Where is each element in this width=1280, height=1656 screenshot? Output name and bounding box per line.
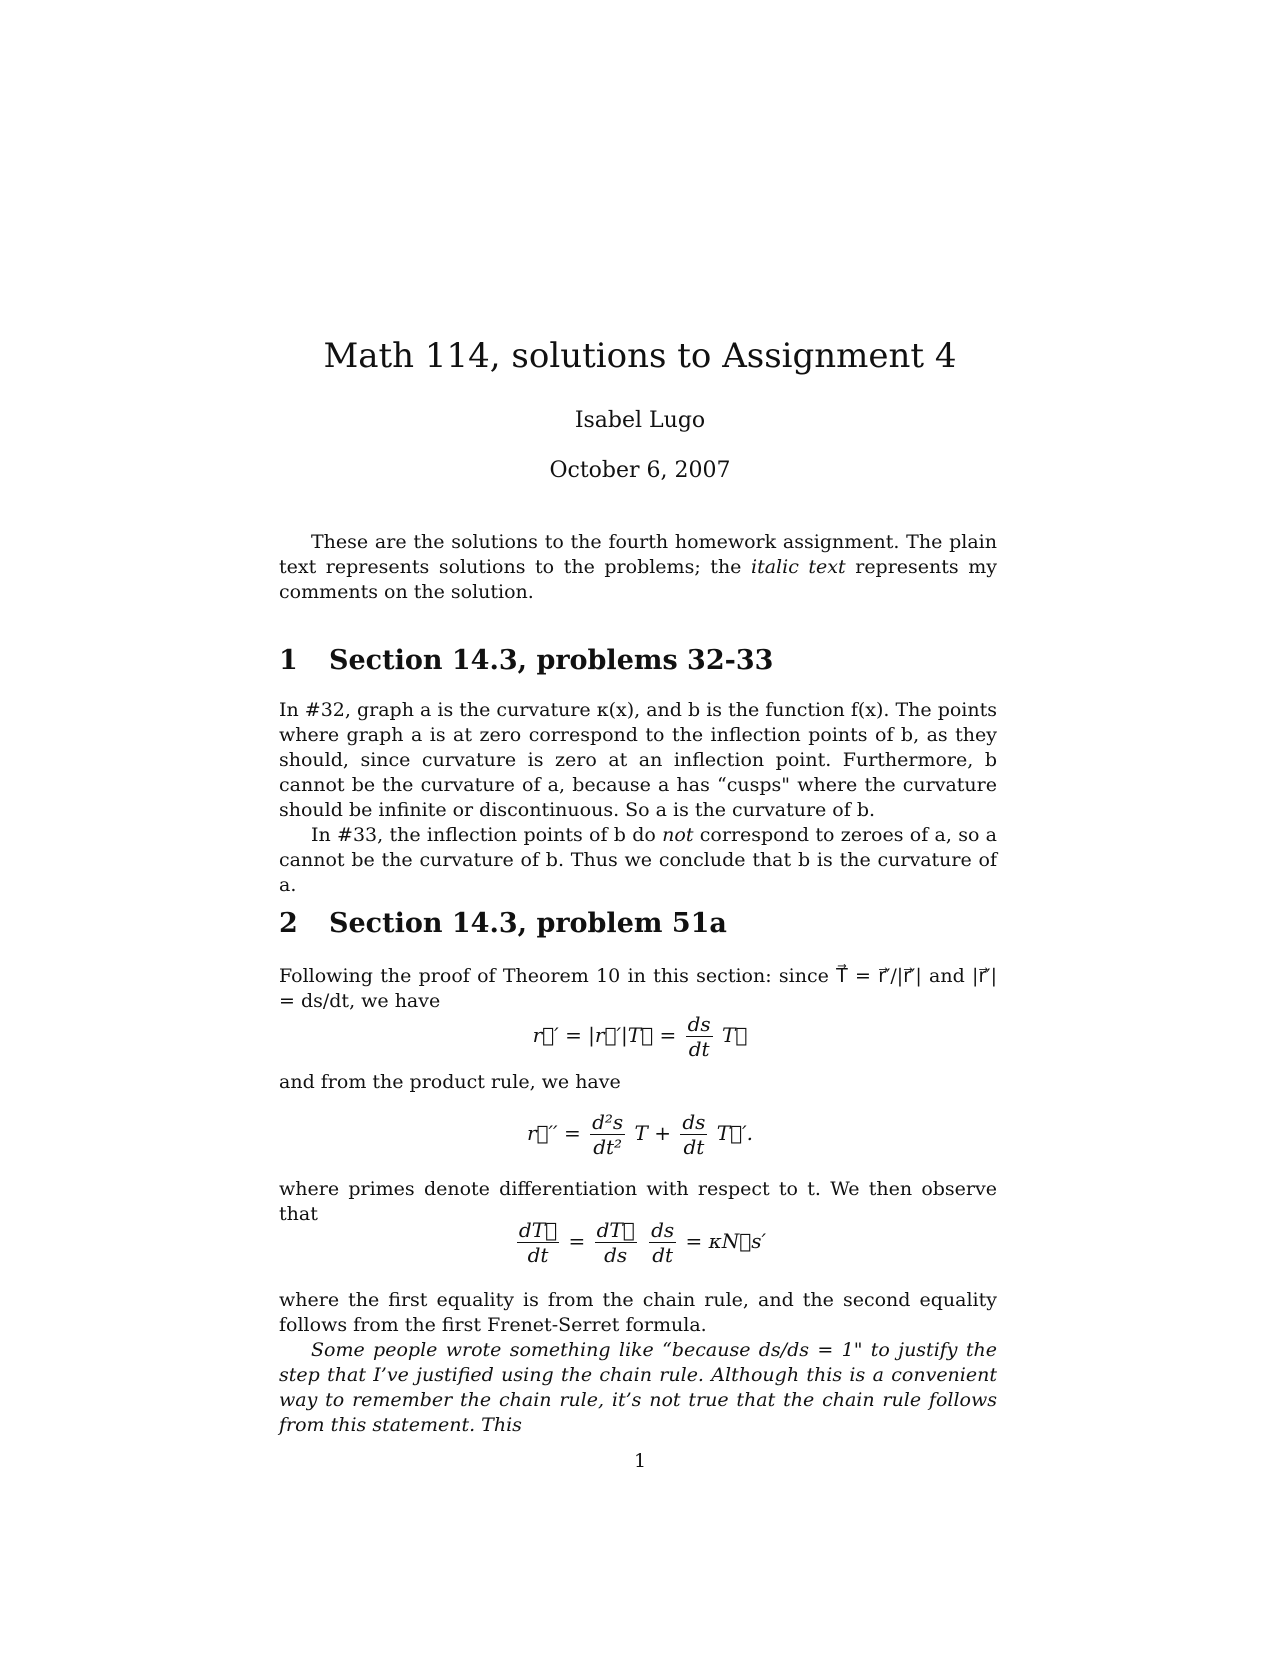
- section-2-paragraph-3: where primes denote differentiation with respect to t. We then observe that: [279, 1178, 997, 1225]
- section-1-body: [279, 698, 997, 898]
- section-number: 2: [279, 908, 298, 939]
- section-2-heading: [279, 908, 997, 939]
- paper-date: October 6, 2007: [549, 458, 731, 483]
- section-2-paragraph-1: Following the proof of Theorem 10 in this section: since T⃗ = r⃗′/|r⃗′| and |r⃗′| = ds/dt, we have: [279, 965, 997, 1012]
- paper-author: Isabel Lugo: [574, 408, 706, 433]
- paper-title: Math 114, solutions to Assignment 4: [323, 336, 957, 376]
- equation-3: $\frac{dT⃗}{dt}$ = $\frac{dT⃗}{ds}$ $\frac{ds}{dt}$ = κN⃗s′: [518, 1218, 767, 1267]
- intro-paragraph: These are the solutions to the fourth homework assignment. The plain text represents solutions to the problems; the italic text represents my comments on the solution.: [279, 531, 997, 603]
- equation-2: r⃗′′ = $\frac{\text{d²s}}{\text{dt²}}$ T + $\frac{ds}{dt}$ T⃗′.: [526, 1110, 754, 1159]
- section-title: Section 14.3, problems 32-33: [329, 645, 774, 676]
- italic-text-term: italic text: [751, 556, 846, 578]
- section-1-heading: [279, 645, 997, 676]
- section-2-paragraph-4: where the first equality is from the chain rule, and the second equality follows from the first Frenet-Serret formula. Some people wrote something like “because ds/ds = 1" to justify the step that I’ve justified using the chain rule. Although this is a convenient way to remember the chain rule, it’s not true that the chain rule follows from this statement. This: [279, 1289, 997, 1436]
- section-1-paragraph-2: In #33, the inflection points of b do not correspond to zeroes of a, so a cannot be the curvature of b. Thus we conclude that b is the curvature of a.: [279, 824, 998, 896]
- comment-paragraph: Some people wrote something like “because ds/ds = 1" to justify the step that I’ve justified using the chain rule. Although this is a convenient way to remember the chain rule, it’s not true that the chain rule follows from this statement. This: [279, 1339, 997, 1436]
- section-2-paragraph-2: and from the product rule, we have: [279, 1071, 621, 1093]
- section-number: 1: [279, 645, 298, 676]
- section-1-paragraph-1: In #32, graph a is the curvature κ(x), and b is the function f(x). The points where graph a is at zero correspond to the inflection points of b, as they should, since curvature is zero at an inflection point. Furthermore, b cannot be the curvature of a, because a has “cusps" where the curvature should be infinite or discontinuous. So a is the curvature of b.: [279, 699, 997, 821]
- section-title: Section 14.3, problem 51a: [329, 908, 727, 939]
- equation-1: r⃗′ = |r⃗′|T⃗ = $\frac{ds}{dt}$ T⃗: [532, 1012, 748, 1061]
- page-number: 1: [633, 1450, 647, 1472]
